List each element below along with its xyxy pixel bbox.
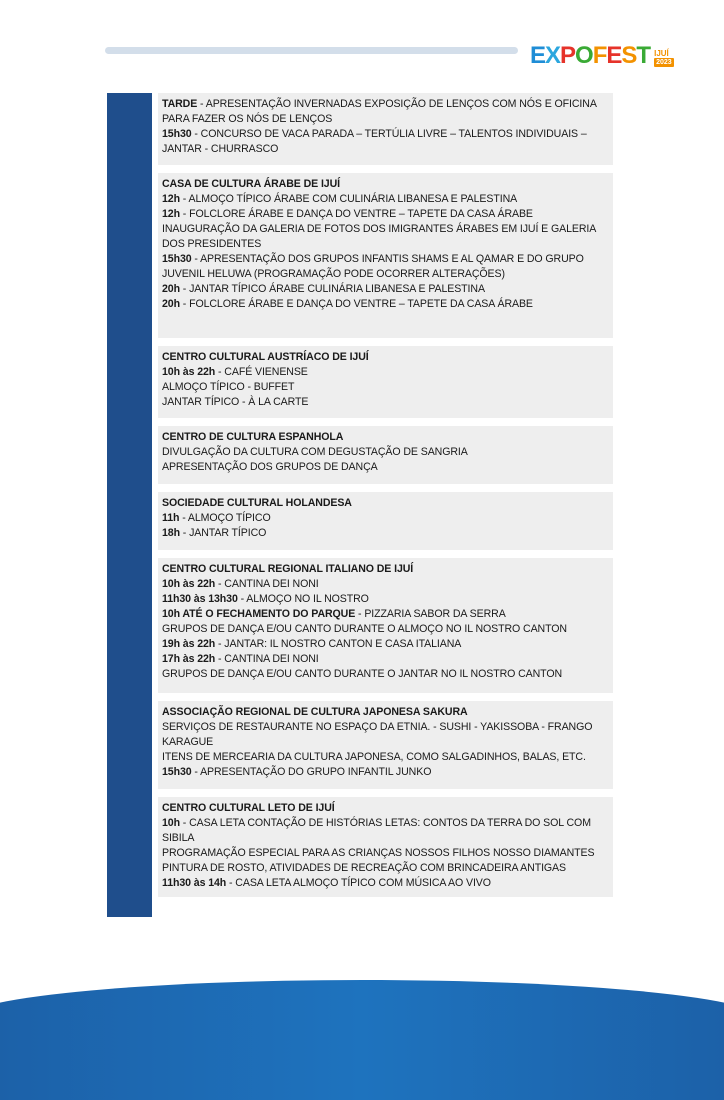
logo-letter: T xyxy=(636,42,651,69)
section-title: CENTRO CULTURAL LETO DE IJUÍ xyxy=(162,802,335,814)
schedule-text: - CANTINA DEI NONI xyxy=(215,653,319,665)
schedule-line xyxy=(162,192,605,207)
footer-wave xyxy=(0,980,724,1100)
schedule-line xyxy=(162,667,605,682)
schedule-text: - CONCURSO DE VACA PARADA – TERTÚLIA LIVRE – TALENTOS INDIVIDUAIS – JANTAR - CHURRASCO xyxy=(162,128,587,155)
schedule-line xyxy=(162,526,605,541)
schedule-time: 10h ATÉ O FECHAMENTO DO PARQUE xyxy=(162,608,356,620)
header-decor-bar xyxy=(105,47,518,54)
schedule-section xyxy=(158,492,613,550)
schedule-time: 10h às 22h xyxy=(162,366,216,378)
schedule-line xyxy=(162,622,605,637)
schedule-text: PROGRAMAÇÃO ESPECIAL PARA AS CRIANÇAS NOSSOS FILHOS NOSSO DIAMANTES xyxy=(162,847,595,859)
schedule-text: - PIZZARIA SABOR DA SERRA xyxy=(355,608,506,620)
schedule-text: - APRESENTAÇÃO DO GRUPO INFANTIL JUNKO xyxy=(191,766,432,778)
schedule-line xyxy=(162,297,605,312)
schedule-text: - CASA LETA ALMOÇO TÍPICO COM MÚSICA AO VIVO xyxy=(226,877,491,889)
schedule-time: 11h30 às 13h30 xyxy=(162,593,238,605)
schedule-section xyxy=(158,426,613,484)
schedule-line xyxy=(162,395,605,410)
schedule-text: - JANTAR TÍPICO xyxy=(179,527,267,539)
schedule-text: - FOLCLORE ÁRABE E DANÇA DO VENTRE – TAPETE DA CASA ÁRABE xyxy=(179,298,533,310)
schedule-line xyxy=(162,252,605,282)
schedule-time: 11h xyxy=(162,512,180,524)
schedule-line xyxy=(162,607,605,622)
schedule-text: - CANTINA DEI NONI xyxy=(215,578,319,590)
schedule-text: - APRESENTAÇÃO INVERNADAS EXPOSIÇÃO DE LENÇOS COM NÓS E OFICINA PARA FAZER OS NÓS DE LENÇOS xyxy=(162,98,597,125)
logo-letter: X xyxy=(545,42,561,69)
schedule-text: GRUPOS DE DANÇA E/OU CANTO DURANTE O JANTAR NO IL NOSTRO CANTON xyxy=(162,668,563,680)
side-accent-strip xyxy=(107,93,152,917)
schedule-text: - JANTAR TÍPICO ÁRABE CULINÁRIA LIBANESA E PALESTINA xyxy=(179,283,485,295)
schedule-text: - ALMOÇO TÍPICO ÁRABE COM CULINÁRIA LIBANESA E PALESTINA xyxy=(179,193,518,205)
logo-letter: O xyxy=(575,42,593,69)
schedule-time: 18h xyxy=(162,527,180,539)
schedule-section xyxy=(158,93,613,165)
expofest-logo xyxy=(530,38,674,70)
schedule-text: - APRESENTAÇÃO DOS GRUPOS INFANTIS SHAMS E AL QAMAR E DO GRUPO JUVENIL HELUWA (PROGRAMAÇÃO PODE OCORRER ALTERAÇÕES) xyxy=(162,253,584,280)
schedule-time: 15h30 xyxy=(162,128,192,140)
schedule-line xyxy=(162,511,605,526)
schedule-text: ALMOÇO TÍPICO - BUFFET xyxy=(162,381,295,393)
logo-wordmark xyxy=(530,42,650,70)
schedule-time: 17h às 22h xyxy=(162,653,216,665)
schedule-time: 15h30 xyxy=(162,253,192,265)
schedule-text: DIVULGAÇÃO DA CULTURA COM DEGUSTAÇÃO DE SANGRIA xyxy=(162,446,468,458)
schedule-text: - ALMOÇO TÍPICO xyxy=(179,512,271,524)
section-title: ASSOCIAÇÃO REGIONAL DE CULTURA JAPONESA SAKURA xyxy=(162,706,468,718)
logo-letter: P xyxy=(560,42,576,69)
schedule-text: GRUPOS DE DANÇA E/OU CANTO DURANTE O ALMOÇO NO IL NOSTRO CANTON xyxy=(162,623,567,635)
schedule-line xyxy=(162,876,605,891)
schedule-line xyxy=(162,97,605,127)
schedule-time: 15h30 xyxy=(162,766,192,778)
schedule-line xyxy=(162,445,605,460)
schedule-text: ITENS DE MERCEARIA DA CULTURA JAPONESA, COMO SALGADINHOS, BALAS, ETC. xyxy=(162,751,586,763)
schedule-time: 20h xyxy=(162,298,180,310)
schedule-text: PINTURA DE ROSTO, ATIVIDADES DE RECREAÇÃO COM BRINCADEIRA ANTIGAS xyxy=(162,862,566,874)
schedule-time: 12h xyxy=(162,208,180,220)
schedule-line xyxy=(162,750,605,765)
logo-letter: S xyxy=(621,42,637,69)
schedule-time: TARDE xyxy=(162,98,198,110)
schedule-time: 19h às 22h xyxy=(162,638,216,650)
schedule-section xyxy=(158,173,613,338)
logo-letter: E xyxy=(606,42,622,69)
schedule-line xyxy=(162,365,605,380)
section-title: CENTRO DE CULTURA ESPANHOLA xyxy=(162,431,344,443)
section-title: CENTRO CULTURAL REGIONAL ITALIANO DE IJUÍ xyxy=(162,563,414,575)
schedule-text: INAUGURAÇÃO DA GALERIA DE FOTOS DOS IMIGRANTES ÁRABES EM IJUÍ E GALERIA DOS PRESIDENTES xyxy=(162,223,596,250)
schedule-time: 11h30 às 14h xyxy=(162,877,227,889)
schedule-time: 20h xyxy=(162,283,180,295)
schedule-line xyxy=(162,720,605,750)
schedule-line xyxy=(162,460,605,475)
schedule-section xyxy=(158,558,613,693)
schedule-text: APRESENTAÇÃO DOS GRUPOS DE DANÇA xyxy=(162,461,378,473)
schedule-text: SERVIÇOS DE RESTAURANTE NO ESPAÇO DA ETNIA. - SUSHI - YAKISSOBA - FRANGO KARAGUE xyxy=(162,721,593,748)
schedule-text: JANTAR TÍPICO - À LA CARTE xyxy=(162,396,309,408)
schedule-time: 10h às 22h xyxy=(162,578,216,590)
schedule-line xyxy=(162,652,605,667)
schedule-line xyxy=(162,861,605,876)
schedule-line xyxy=(162,637,605,652)
logo-year: 2023 xyxy=(656,59,672,66)
schedule-section xyxy=(158,701,613,789)
schedule-line xyxy=(162,222,605,252)
schedule-line xyxy=(162,207,605,222)
schedule-time: 10h xyxy=(162,817,180,829)
schedule-text: - ALMOÇO NO IL NOSTRO xyxy=(237,593,369,605)
schedule-text: - FOLCLORE ÁRABE E DANÇA DO VENTRE – TAPETE DA CASA ÁRABE xyxy=(179,208,533,220)
schedule-line xyxy=(162,282,605,297)
logo-city: IJUÍ xyxy=(654,49,669,58)
schedule-section xyxy=(158,346,613,418)
schedule-line xyxy=(162,765,605,780)
schedule-section xyxy=(158,797,613,897)
schedule-content xyxy=(158,93,613,905)
schedule-text: - CAFÉ VIENENSE xyxy=(215,366,308,378)
schedule-line xyxy=(162,816,605,846)
schedule-line xyxy=(162,380,605,395)
schedule-text: - JANTAR: IL NOSTRO CANTON E CASA ITALIANA xyxy=(215,638,462,650)
schedule-line xyxy=(162,577,605,592)
schedule-text: - CASA LETA CONTAÇÃO DE HISTÓRIAS LETAS: CONTOS DA TERRA DO SOL COM SIBILA xyxy=(162,817,591,844)
schedule-line xyxy=(162,846,605,861)
logo-letter: E xyxy=(530,42,546,69)
logo-letter: F xyxy=(592,42,607,69)
section-title: CENTRO CULTURAL AUSTRÍACO DE IJUÍ xyxy=(162,351,369,363)
schedule-line xyxy=(162,127,605,157)
section-title: SOCIEDADE CULTURAL HOLANDESA xyxy=(162,497,352,509)
schedule-time: 12h xyxy=(162,193,180,205)
section-title: CASA DE CULTURA ÁRABE DE IJUÍ xyxy=(162,178,340,190)
logo-side xyxy=(654,49,674,67)
schedule-line xyxy=(162,592,605,607)
